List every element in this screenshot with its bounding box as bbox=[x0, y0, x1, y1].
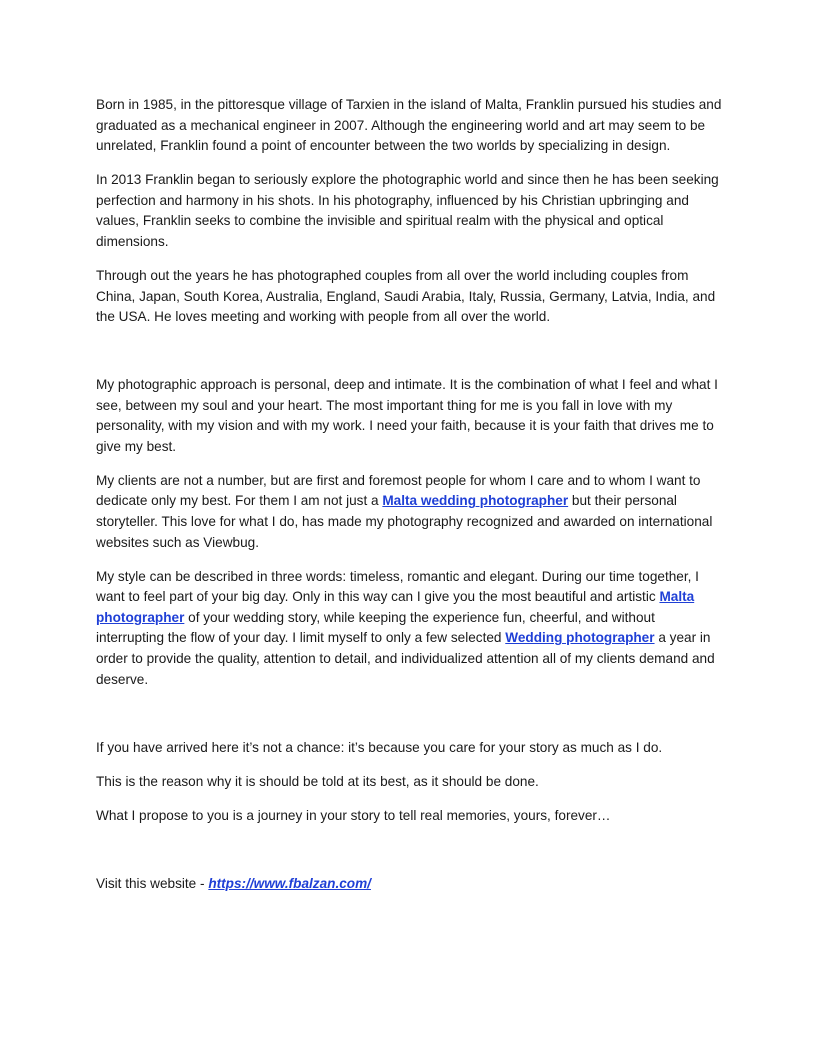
approach-paragraph-1: My photographic approach is personal, deep and intimate. It is the combination of what I feel and what I see, between my soul and your heart. The most important thing for me is you fall in love with my personality, with my vision and with my work. I need your faith, because it is your faith that drives me to give my best. bbox=[96, 377, 718, 454]
visit-label: Visit this website - bbox=[96, 875, 209, 891]
website-url-link[interactable]: https://www.fbalzan.com/ bbox=[208, 875, 371, 891]
section-spacer bbox=[96, 840, 722, 874]
wedding-photographer-link[interactable]: Wedding photographer bbox=[505, 630, 655, 646]
bio-paragraph-3: Through out the years he has photographed couples from all over the world including couples from China, Japan, South Korea, Australia, England, Saudi Arabia, Italy, Russia, Germany, Latvia, India, and the USA. He loves meeting and working with people from all over the world. bbox=[96, 267, 716, 325]
malta-photographer-link[interactable]: Malta photographer bbox=[96, 589, 695, 625]
document-body bbox=[96, 95, 722, 908]
visit-line bbox=[96, 874, 722, 895]
closing-paragraph-3: What I propose to you is a journey in your story to tell real memories, yours, forever… bbox=[96, 807, 611, 823]
approach-p2-text-after: but their personal storyteller. This love for what I do, has made my photography recognized and awarded on international websites such as Viewbug. bbox=[96, 493, 713, 550]
section-spacer bbox=[96, 704, 722, 738]
closing-paragraph-1: If you have arrived here it’s not a chance: it’s because you care for your story as much as I do. bbox=[96, 739, 663, 755]
approach-p3-text-middle: of your wedding story, while keeping the experience fun, cheerful, and without interrupting the flow of your day. I limit myself to only a few selected bbox=[96, 609, 655, 646]
approach-p3-text-after: a year in order to provide the quality, attention to detail, and individualized attention all of my clients demand and deserve. bbox=[96, 630, 715, 687]
bio-paragraph-2: In 2013 Franklin began to seriously explore the photographic world and since then he has been seeking perfection and harmony in his shots. In his photography, influenced by his Christian upbringing and values, Franklin seeks to combine the invisible and spiritual realm with the physical and optical dimensions. bbox=[96, 172, 719, 249]
malta-wedding-photographer-link[interactable]: Malta wedding photographer bbox=[382, 493, 569, 509]
approach-paragraph-2 bbox=[96, 471, 722, 553]
section-spacer bbox=[96, 341, 722, 375]
approach-p2-text-before: My clients are not a number, but are first and foremost people for whom I care and to whom I want to dedicate only my best. For them I am not just a bbox=[96, 472, 701, 509]
closing-paragraph-2: This is the reason why it is should be told at its best, as it should be done. bbox=[96, 773, 539, 789]
bio-paragraph-1: Born in 1985, in the pittoresque village of Tarxien in the island of Malta, Franklin pursued his studies and graduated as a mechanical engineer in 2007. Although the engineering world and art may seem to be unrelated, Franklin found a point of encounter between the two worlds by specializing in design. bbox=[96, 97, 722, 154]
approach-p3-text-before: My style can be described in three words: timeless, romantic and elegant. During our time together, I want to feel part of your big day. Only in this way can I give you the most beautiful and artistic bbox=[96, 568, 699, 605]
approach-paragraph-3 bbox=[96, 567, 722, 691]
